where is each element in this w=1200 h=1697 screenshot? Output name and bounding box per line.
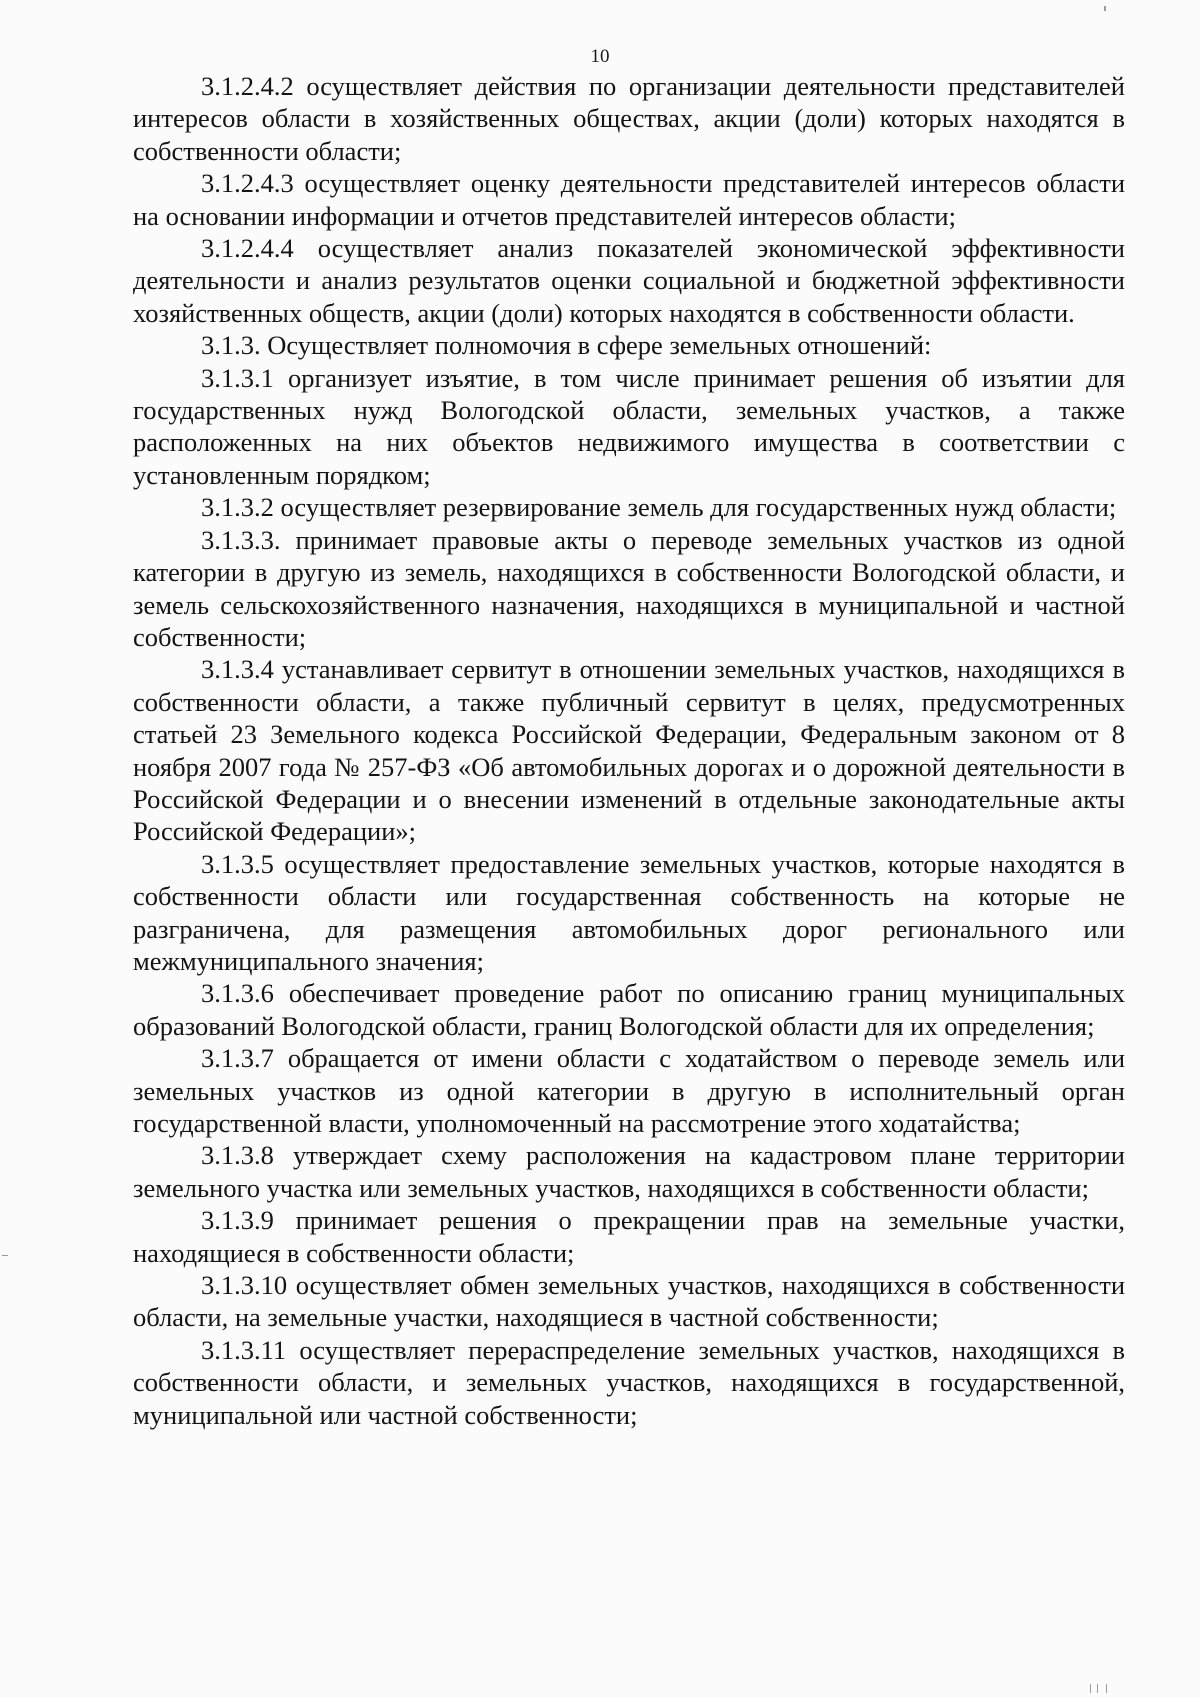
paragraph: 3.1.2.4.3 осуществляет оценку деятельности представителей интересов области на основании информации и отчетов представителей интересов области; [133,168,1125,231]
paragraph: 3.1.3.6 обеспечивает проведение работ по описанию границ муниципальных образований Вологодской области, границ Вологодской области для их определения; [133,978,1125,1041]
paragraph: 3.1.2.4.2 осуществляет действия по организации деятельности представителей интересов области в хозяйственных обществах, акции (доли) которых находятся в собственности области; [133,71,1125,166]
paragraph: 3.1.2.4.4 осуществляет анализ показателей экономической эффективности деятельности и анализ результатов оценки социальной и бюджетной эффективности хозяйственных обществ, акции (доли) которых находятся в собственности области. [133,233,1125,328]
paragraph: 3.1.3.7 обращается от имени области с ходатайством о переводе земель или земельных участков из одной категории в другую в исполнительный орган государственной власти, уполномоченный на рассмотрение этого ходатайства; [133,1043,1125,1138]
paragraph: 3.1.3. Осуществляет полномочия в сфере земельных отношений: [201,330,932,361]
scan-artifact-mark [1104,6,1106,11]
paragraph: 3.1.3.2 осуществляет резервирование земель для государственных нужд области; [201,492,1117,523]
paragraph: 3.1.3.3. принимает правовые акты о переводе земельных участков из одной категории в другую из земель, находящихся в собственности Вологодской области, и земель сельскохозяйственного назначения, находящихся в муниципальной и частной собственности; [133,524,1125,652]
paragraph: 3.1.3.9 принимает решения о прекращении прав на земельные участки, находящиеся в собственности области; [133,1205,1125,1268]
scan-artifact-mark [1106,1684,1107,1693]
paragraph: 3.1.3.10 осуществляет обмен земельных участков, находящихся в собственности области, на земельные участки, находящиеся в частной собственности; [133,1270,1125,1333]
scan-artifact-mark [2,1255,8,1256]
paragraph: 3.1.3.5 осуществляет предоставление земельных участков, которые находятся в собственности области или государственная собственность на которые не разграничена, для размещения автомобильных дорог регионального или межмуниципального значения; [133,848,1125,976]
scan-artifact-mark [1090,1684,1091,1693]
paragraph: 3.1.3.4 устанавливает сервитут в отношении земельных участков, находящихся в собственности области, а также публичный сервитут в целях, предусмотренных статьей 23 Земельного кодекса Российской Федерации, Федеральным законом от 8 ноября 2007 года № 257-ФЗ «Об автомобильных дорогах и о дорожной деятельности в Российской Федерации и о внесении изменений в отдельные законодательные акты Российской Федерации»; [133,654,1125,847]
scan-artifact-mark [1097,1684,1098,1693]
document-body [133,70,1125,1431]
page-number: 10 [590,46,610,67]
paragraph: 3.1.3.1 организует изъятие, в том числе принимает решения об изъятии для государственных нужд Вологодской области, земельных участков, а также расположенных на них объектов недвижимого имущества в соответствии с установленным порядком; [133,362,1125,490]
paragraph: 3.1.3.11 осуществляет перераспределение земельных участков, находящихся в собственности области, и земельных участков, находящихся в государственной, муниципальной или частной собственности; [133,1334,1125,1430]
paragraph: 3.1.3.8 утверждает схему расположения на кадастровом плане территории земельного участка или земельных участков, находящихся в собственности области; [133,1140,1125,1203]
